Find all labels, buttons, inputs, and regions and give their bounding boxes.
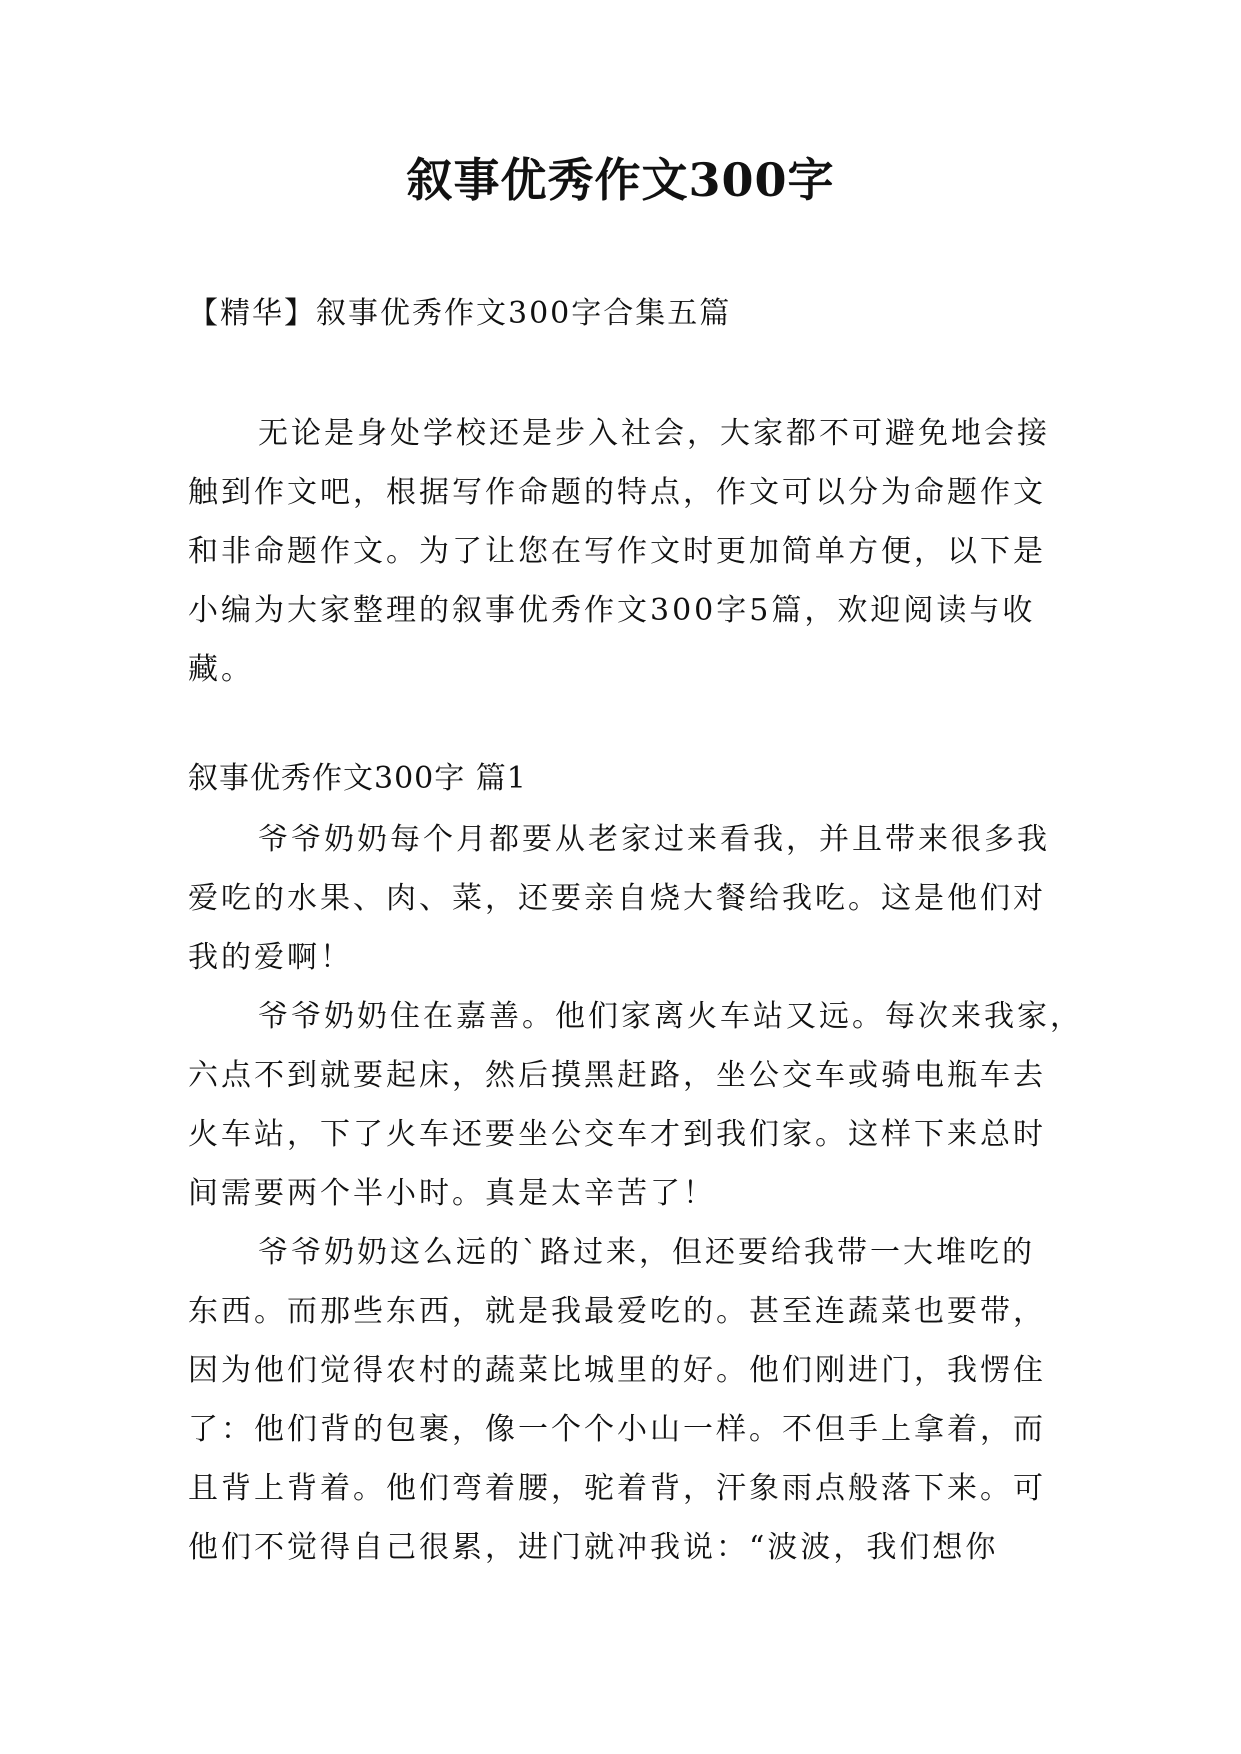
body-line: 火车站，下了火车还要坐公交车才到我们家。这样下来总时 <box>188 1117 1046 1152</box>
intro-line: 和非命题作文。为了让您在写作文时更加简单方便，以下是 <box>188 534 1046 569</box>
intro-paragraph <box>188 404 1053 699</box>
intro-line: 小编为大家整理的叙事优秀作文300字5篇，欢迎阅读与收 <box>188 593 1036 628</box>
intro-line: 藏。 <box>188 652 254 687</box>
body-line: 爷爷奶奶这么远的`路过来，但还要给我带一大堆吃的 <box>258 1235 1035 1270</box>
body-line: 我的爱啊！ <box>188 940 353 975</box>
intro-line: 无论是身处学校还是步入社会，大家都不可避免地会接 <box>258 416 1050 451</box>
body-line: 爱吃的水果、肉、菜，还要亲自烧大餐给我吃。这是他们对 <box>188 881 1046 916</box>
section-body <box>188 810 1083 1577</box>
body-line: 间需要两个半小时。真是太辛苦了！ <box>188 1176 716 1211</box>
body-line: 了：他们背的包裹，像一个个小山一样。不但手上拿着，而 <box>188 1412 1046 1447</box>
intro-line: 触到作文吧，根据写作命题的特点，作文可以分为命题作文 <box>188 475 1046 510</box>
body-line: 爷爷奶奶住在嘉善。他们家离火车站又远。每次来我家， <box>258 999 1083 1034</box>
body-line: 他们不觉得自己很累，进门就冲我说：“波波，我们想你 <box>188 1530 999 1565</box>
body-line: 六点不到就要起床，然后摸黑赶路，坐公交车或骑电瓶车去 <box>188 1058 1046 1093</box>
body-line: 爷爷奶奶每个月都要从老家过来看我，并且带来很多我 <box>258 822 1050 857</box>
body-line: 且背上背着。他们弯着腰，驼着背，汗象雨点般落下来。可 <box>188 1471 1046 1506</box>
document-title: 叙事优秀作文300字 <box>406 153 835 207</box>
section-heading: 叙事优秀作文300字 篇1 <box>188 761 527 796</box>
body-line: 因为他们觉得农村的蔬菜比城里的好。他们刚进门，我愣住 <box>188 1353 1046 1388</box>
body-line: 东西。而那些东西，就是我最爱吃的。甚至连蔬菜也要带， <box>188 1294 1046 1329</box>
document-subtitle: 【精华】叙事优秀作文300字合集五篇 <box>188 296 732 331</box>
